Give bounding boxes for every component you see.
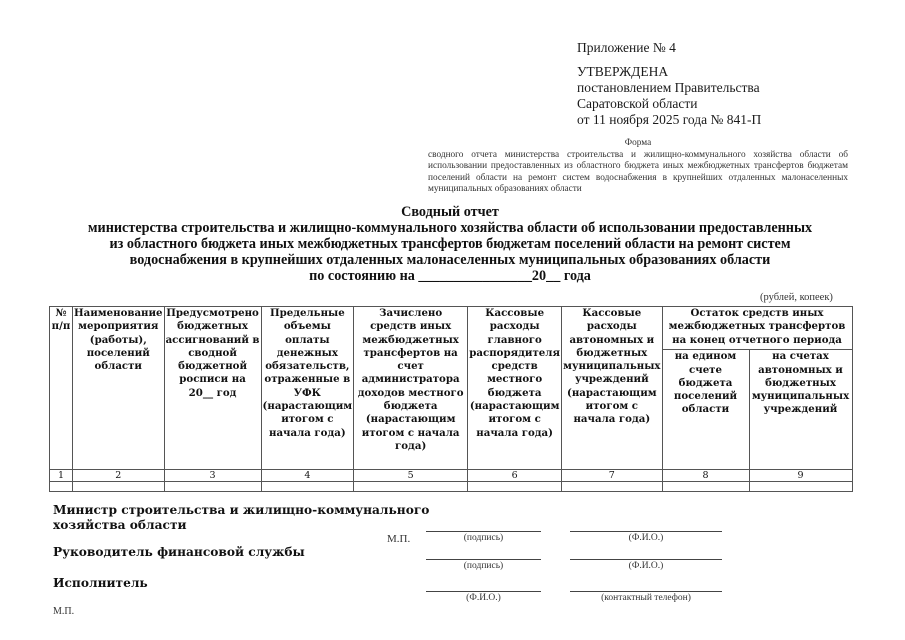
table-cell xyxy=(662,482,749,492)
header-number: № п/п xyxy=(50,307,73,470)
header-cash-institutions: Кассовые расходы автономных и бюджетных муниципальных учреждений (нарастающим итогом с начала года) xyxy=(562,307,662,470)
approved-title: УТВЕРЖДЕНА xyxy=(577,64,669,79)
units-label: (рублей, копеек) xyxy=(760,292,833,303)
signature-line xyxy=(426,559,541,560)
report-title-line: Сводный отчет xyxy=(401,204,499,220)
table-cell xyxy=(261,482,354,492)
signature-caption: (подпись) xyxy=(463,533,504,543)
report-table xyxy=(49,306,853,492)
table-cell xyxy=(73,482,165,492)
appendix-label: Приложение № 4 xyxy=(577,40,676,55)
name-line xyxy=(426,591,541,592)
column-number: 9 xyxy=(749,470,852,482)
header-remainder-group: Остаток средств иных межбюджетных трансфертов на конец отчетного периода xyxy=(662,307,852,350)
column-number: 2 xyxy=(73,470,165,482)
name-caption: (Ф.И.О.) xyxy=(466,593,501,603)
report-title-line: министерства строительства и жилищно-коммунального хозяйства области об использовании предоставленных xyxy=(87,220,813,236)
executor-label: Исполнитель xyxy=(53,576,148,590)
report-title-line: водоснабжения в крупнейших отдаленных малонаселенных муниципальных образованиях области xyxy=(129,252,771,268)
column-number: 7 xyxy=(562,470,662,482)
table-cell xyxy=(749,482,852,492)
column-number: 3 xyxy=(164,470,261,482)
table-cell xyxy=(354,482,468,492)
header-remainder-institutions: на счетах автономных и бюджетных муниципальных учреждений xyxy=(749,350,852,470)
stamp-place-left: М.П. xyxy=(53,606,75,617)
report-date-line: по состоянию на ________________20__ года xyxy=(309,268,591,284)
table-cell xyxy=(164,482,261,492)
report-title-line: из областного бюджета иных межбюджетных трансфертов бюджетам поселений области на ремонт систем xyxy=(109,236,791,252)
name-line xyxy=(570,559,722,560)
column-number-row xyxy=(50,470,853,482)
header-remainder-single-account: на едином счете бюджета поселений области xyxy=(662,350,749,470)
header-cash-main: Кассовые расходы главного распорядителя средств местного бюджета (нарастающим итогом с начала года) xyxy=(468,307,562,470)
finance-head-label: Руководитель финансовой службы xyxy=(53,545,305,559)
column-number: 1 xyxy=(50,470,73,482)
table-cell xyxy=(50,482,73,492)
approved-line: от 11 ноября 2025 года № 841-П xyxy=(577,112,762,127)
minister-label-line: Министр строительства и жилищно-коммунального xyxy=(53,503,430,517)
phone-line xyxy=(570,591,722,592)
form-title: Форма xyxy=(624,138,652,148)
stamp-place-right: М.П. xyxy=(387,533,411,545)
minister-label-line: хозяйства области xyxy=(53,518,187,532)
table-row xyxy=(50,482,853,492)
header-credited: Зачислено средств иных межбюджетных трансфертов на счет администратора доходов местного бюджета (нарастающим итогом с начала года) xyxy=(354,307,468,470)
approval-block xyxy=(577,64,761,128)
form-description: сводного отчета министерства строительства и жилищно-коммунального хозяйства области об использовании предоставленных из областного бюджета иных межбюджетных трансфертов бюджетам поселений области на ремонт систем водоснабжения в крупнейших отдаленных малонаселенных муниципальных образованиях области xyxy=(428,149,848,194)
minister-label xyxy=(53,503,429,533)
name-line xyxy=(570,531,722,532)
header-name: Наименование мероприятия (работы), поселений области xyxy=(73,307,165,470)
signature-line xyxy=(426,531,541,532)
header-planned: Предусмотрено бюджетных ассигнований в сводной бюджетной росписи на 20__ год xyxy=(164,307,261,470)
report-title xyxy=(50,204,850,284)
column-number: 8 xyxy=(662,470,749,482)
signature-caption: (подпись) xyxy=(463,561,504,571)
approved-line: постановлением Правительства xyxy=(577,80,760,95)
form-block xyxy=(428,138,848,196)
table-cell xyxy=(468,482,562,492)
header-limits: Предельные объемы оплаты денежных обязательств, отраженные в УФК (нарастающим итогом с начала года) xyxy=(261,307,354,470)
name-caption: (Ф.И.О.) xyxy=(628,533,664,543)
approved-line: Саратовской области xyxy=(577,96,698,111)
name-caption: (Ф.И.О.) xyxy=(628,561,664,571)
column-number: 5 xyxy=(354,470,468,482)
column-number: 4 xyxy=(261,470,354,482)
table-cell xyxy=(562,482,662,492)
phone-caption: (контактный телефон) xyxy=(601,593,691,603)
column-number: 6 xyxy=(468,470,562,482)
